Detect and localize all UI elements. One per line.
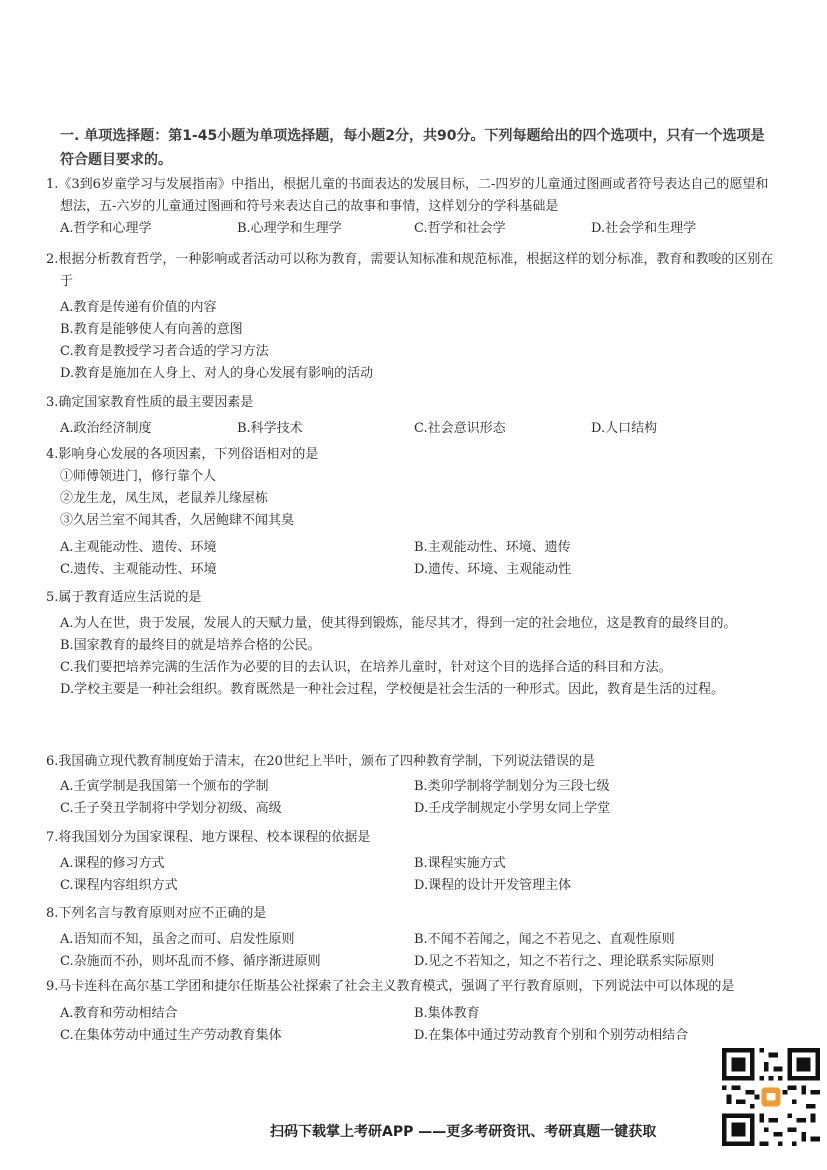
section-title: 一. 单项选择题：第1-45小题为单项选择题，每小题2分，共90分。下列每题给出的四个选项中，只有一个选项是符合题目要求的。	[60, 128, 765, 168]
option-b: B.类卯学制将学制划分为三段七级	[414, 779, 610, 794]
question-text: 7.将我国划分为国家课程、地方课程、校本课程的依据是	[46, 830, 371, 845]
options-grid	[46, 537, 776, 581]
question-text: 3.确定国家教育性质的最主要因素是	[46, 395, 254, 410]
option-b: B.不闻不若闻之，闻之不若见之、直观性原则	[414, 932, 675, 947]
option-a: A.为人在世，贵于发展，发展人的天赋力量，使其得到锻炼，能尽其才，得到一定的社会地位，这是教育的最终目的。	[60, 616, 737, 631]
option-a: A.政治经济制度	[60, 421, 152, 436]
question-text: 6.我国确立现代教育制度始于清末，在20世纪上半叶，颁布了四种教育学制，下列说法错误的是	[46, 754, 595, 769]
option-c: C.壬子癸丑学制将中学划分初级、高级	[60, 801, 282, 816]
option-b: B.课程实施方式	[414, 856, 506, 871]
question-text: 4.影响身心发展的各项因素，下列俗语相对的是	[46, 447, 319, 462]
option-c: C.哲学和社会学	[414, 221, 506, 236]
question-7	[46, 827, 776, 897]
question-2	[46, 249, 776, 385]
option-c: C.社会意识形态	[414, 421, 506, 436]
option-d: D.人口结构	[591, 421, 658, 436]
option-a: A.哲学和心理学	[60, 221, 152, 236]
option-b: B.教育是能够使人有向善的意图	[60, 322, 243, 337]
option-c: C.在集体劳动中通过生产劳动教育集体	[60, 1028, 282, 1043]
option-a: A.主观能动性、遗传、环境	[60, 540, 217, 555]
question-text: 1.《3到6岁童学习与发展指南》中指出，根据儿童的书面表达的发展目标，二-四岁的儿童通过图画或者符号表达自己的愿望和想法，五-六岁的儿童通过图画和符号来表达自己的故事和事情，这样划分的学科基础是	[46, 177, 769, 214]
option-a: A.语知而不知，虽舍之而可、启发性原则	[60, 932, 295, 947]
options-grid	[46, 776, 776, 820]
option-b: B.主观能动性、环境、遗传	[414, 540, 571, 555]
options-row	[46, 218, 776, 240]
question-8	[46, 903, 776, 973]
statement-list	[46, 466, 776, 532]
statement-item: ①师傅领进门，修行靠个人	[60, 469, 217, 484]
question-1	[46, 174, 776, 240]
option-c: C.教育是教授学习者合适的学习方法	[60, 344, 269, 359]
question-4	[46, 444, 776, 581]
options-row	[46, 418, 776, 440]
option-d: D.社会学和生理学	[591, 221, 697, 236]
question-text: 8.下列名言与教育原则对应不正确的是	[46, 906, 267, 921]
question-text: 5.属于教育适应生活说的是	[46, 590, 202, 605]
option-a: A.教育和劳动相结合	[60, 1006, 178, 1021]
options-list	[46, 297, 776, 385]
question-5	[46, 587, 776, 701]
option-a: A.教育是传递有价值的内容	[60, 300, 217, 315]
option-d: D.学校主要是一种社会组织。教育既然是一种社会过程，学校便是社会生活的一种形式。因此，教育是生活的过程。	[60, 682, 725, 697]
statement-item: ③久居兰室不闻其香，久居鲍肆不闻其臭	[60, 513, 295, 528]
options-list	[46, 613, 776, 701]
option-d: D.壬戌学制规定小学男女同上学堂	[414, 801, 611, 816]
option-c: C.我们要把培养完满的生活作为必要的目的去认识，在培养儿童时，针对这个目的选择合适的科目和方法。	[60, 660, 672, 675]
options-grid	[46, 853, 776, 897]
option-c: C.杂施而不孙，则坏乱而不修、循序渐进原则	[60, 954, 321, 969]
option-b: B.国家教育的最终目的就是培养合格的公民。	[60, 638, 321, 653]
option-a: A.课程的修习方式	[60, 856, 165, 871]
option-b: B.心理学和生理学	[237, 221, 342, 236]
question-9	[46, 976, 776, 1047]
options-grid	[46, 929, 776, 973]
option-c: C.遗传、主观能动性、环境	[60, 562, 217, 577]
footer-promo-text: 扫码下载掌上考研APP ——更多考研资讯、考研真题一键获取	[270, 1124, 657, 1140]
option-d: D.遗传、环境、主观能动性	[414, 562, 572, 577]
option-d: D.见之不若知之，知之不若行之、理论联系实际原则	[414, 954, 715, 969]
question-6	[46, 751, 776, 820]
option-d: D.在集体中通过劳动教育个别和个别劳动相结合	[414, 1028, 689, 1043]
option-d: D.教育是施加在人身上、对人的身心发展有影响的活动	[60, 366, 374, 381]
qr-code-icon	[722, 1048, 820, 1146]
question-text: 2.根据分析教育哲学，一种影响或者活动可以称为教育，需要认知标准和规范标准，根据这样的划分标准，教育和教唆的区别在于	[46, 252, 774, 289]
option-b: B.集体教育	[414, 1006, 480, 1021]
option-d: D.课程的设计开发管理主体	[414, 878, 572, 893]
option-c: C.课程内容组织方式	[60, 878, 178, 893]
option-a: A.壬寅学制是我国第一个颁布的学制	[60, 779, 269, 794]
question-3	[46, 392, 776, 440]
options-grid	[46, 1003, 776, 1047]
option-b: B.科学技术	[237, 421, 303, 436]
question-text: 9.马卡连科在高尔基工学团和捷尔任斯基公社探索了社会主义教育模式，强调了平行教育原则，下列说法中可以体现的是	[46, 979, 735, 994]
statement-item: ②龙生龙，凤生凤，老鼠养儿缘屋栋	[60, 491, 269, 506]
